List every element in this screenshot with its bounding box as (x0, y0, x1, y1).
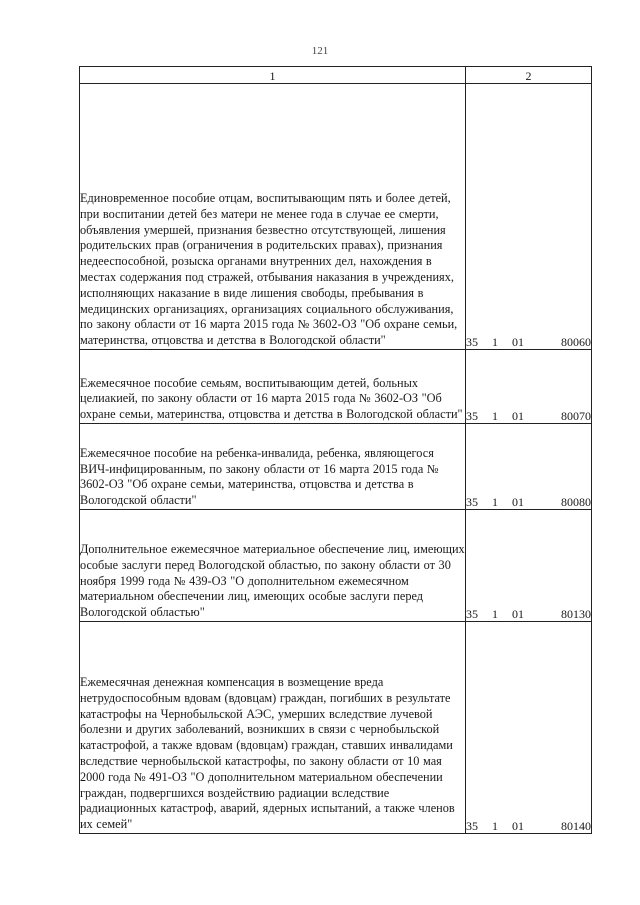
code-event: 01 (512, 335, 524, 349)
code-subprogram: 1 (492, 495, 498, 509)
row-code (466, 350, 592, 424)
page-number: 121 (311, 45, 329, 57)
code-program: 35 (466, 607, 478, 621)
code-event: 01 (512, 495, 524, 509)
table-row (80, 84, 592, 350)
code-program: 35 (466, 335, 478, 349)
code-event: 01 (512, 819, 524, 833)
code-subprogram: 1 (492, 409, 498, 423)
budget-table (79, 66, 592, 834)
code-direction: 80080 (561, 495, 591, 509)
column-header-code: 2 (466, 67, 592, 84)
code-subprogram: 1 (492, 335, 498, 349)
table-row (80, 350, 592, 424)
code-subprogram: 1 (492, 819, 498, 833)
row-code (466, 622, 592, 834)
table-row (80, 424, 592, 510)
code-event: 01 (512, 409, 524, 423)
table-row (80, 510, 592, 622)
row-code (466, 84, 592, 350)
header-row (80, 67, 592, 84)
code-direction: 80130 (561, 607, 591, 621)
code-program: 35 (466, 495, 478, 509)
code-direction: 80070 (561, 409, 591, 423)
row-description: Ежемесячная денежная компенсация в возмещение вреда нетрудоспособным вдовам (вдовцам) граждан, погибших в результате катастрофы на Чернобыльской АЭС, умерших вследствие лучевой болезни и других заболеваний, возникших в связи с чернобыльской катастрофой, а также вдовам (вдовцам) граждан, ставших инвалидами вследствие чернобыльской катастрофы, по закону области от 10 мая 2000 года № 491-ОЗ "О дополнительном материальном обеспечении граждан, подвергшихся воздействию радиации вследствие радиационных катастроф, аварий, ядерных испытаний, а также членов их семей" (80, 622, 466, 834)
row-description: Единовременное пособие отцам, воспитывающим пять и более детей, при воспитании детей без матери не менее года в случае ее смерти, объявления умершей, признания безвестно отсутствующей, лишения родительских прав (ограничения в родительских правах), признания недееспособной, розыска органами внутренних дел, нахождения в местах содержания под стражей, отбывания наказания в учреждениях, исполняющих наказание в виде лишения свободы, пребывания в медицинских организациях, организациях социального обслуживания, по закону области от 16 марта 2015 года № 3602-ОЗ "Об охране семьи, материнства, отцовства и детства в Вологодской области" (80, 84, 466, 350)
code-program: 35 (466, 409, 478, 423)
column-header-description: 1 (80, 67, 466, 84)
table-row (80, 622, 592, 834)
row-description: Ежемесячное пособие на ребенка-инвалида, ребенка, являющегося ВИЧ-инфицированным, по закону области от 16 марта 2015 года № 3602-ОЗ "Об охране семьи, материнства, отцовства и детства в Вологодской области" (80, 424, 466, 510)
code-direction: 80140 (561, 819, 591, 833)
code-subprogram: 1 (492, 607, 498, 621)
row-description: Дополнительное ежемесячное материальное обеспечение лиц, имеющих особые заслуги перед Вологодской областью, по закону области от 30 ноября 1999 года № 439-ОЗ "О дополнительном ежемесячном материальном обеспечении лиц, имеющих особые заслуги перед Вологодской областью" (80, 510, 466, 622)
row-code (466, 424, 592, 510)
code-program: 35 (466, 819, 478, 833)
code-direction: 80060 (561, 335, 591, 349)
row-code (466, 510, 592, 622)
row-description: Ежемесячное пособие семьям, воспитывающим детей, больных целиакией, по закону области от 16 марта 2015 года № 3602-ОЗ "Об охране семьи, материнства, отцовства и детства в Вологодской области" (80, 350, 466, 424)
code-event: 01 (512, 607, 524, 621)
